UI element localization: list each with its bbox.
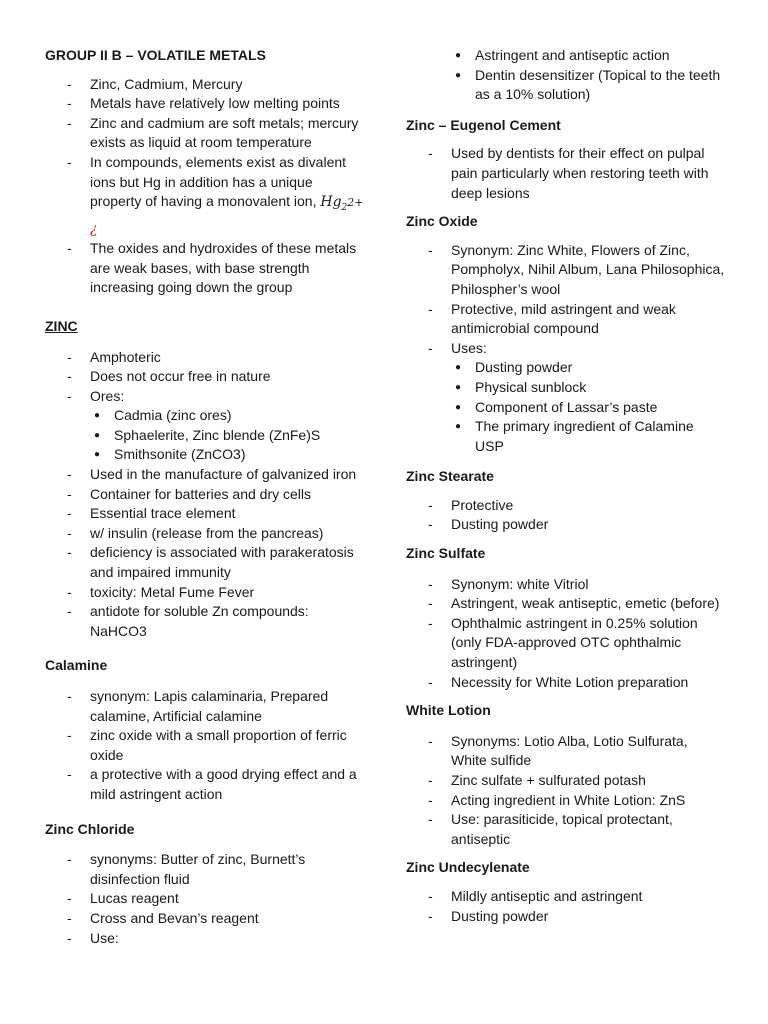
list-item: - Use: parasiticide, topical protectant, antiseptic [406, 810, 726, 849]
calamine-list [45, 687, 365, 805]
use-item: ● Astringent and antiseptic action [406, 46, 726, 66]
list-item: - Used by dentists for their effect on pulpal pain particularly when restoring teeth with deep lesions [406, 144, 726, 203]
list-item: - Zinc, Cadmium, Mercury [45, 75, 365, 95]
ion-mark: ¿ [90, 220, 98, 237]
list-item: - Use: [45, 929, 365, 949]
list-item: - Dusting powder [406, 907, 726, 927]
zinc-stearate-list [406, 496, 726, 535]
list-item: - Synonyms: Lotio Alba, Lotio Sulfurata, White sulfide [406, 732, 726, 771]
list-item: - Astringent, weak antiseptic, emetic (before) [406, 594, 726, 614]
zinc-sulfate-title: Zinc Sulfate [406, 545, 486, 562]
list-item: - Uses: [406, 339, 726, 359]
list-item: - Amphoteric [45, 348, 365, 368]
zinc-oxide-title: Zinc Oxide [406, 213, 478, 230]
list-item: - Dusting powder [406, 515, 726, 535]
ore-item: ● Smithsonite (ZnCO3) [45, 445, 365, 465]
list-item-text: In compounds, elements exist as divalent ions but Hg in addition has a unique property of having a monovalent ion, [90, 153, 347, 210]
zinc-chloride-title: Zinc Chloride [45, 820, 135, 837]
group-title: GROUP II B – VOLATILE METALS [45, 47, 266, 63]
list-item: - Container for batteries and dry cells [45, 485, 365, 505]
zinc-oxide-uses-list [406, 358, 726, 456]
calamine-title: Calamine [45, 657, 108, 674]
ores-list [45, 406, 365, 465]
white-lotion-list [406, 732, 726, 850]
list-item: - Ophthalmic astringent in 0.25% solution (only FDA-approved OTC ophthalmic astringent) [406, 614, 726, 673]
group-list [45, 75, 365, 298]
ore-item: ● Cadmia (zinc ores) [45, 406, 365, 426]
zinc-list [45, 348, 365, 407]
white-lotion-title: White Lotion [406, 702, 491, 719]
list-item [45, 153, 365, 239]
use-item: ● Dusting powder [406, 358, 726, 378]
list-item: - Synonym: white Vitriol [406, 575, 726, 595]
zinc-title: ZINC [45, 317, 78, 334]
list-item: - Ores: [45, 387, 365, 407]
ore-item: ● Sphaelerite, Zinc blende (ZnFe)S [45, 426, 365, 446]
ion-formula: $Hg_22+¿$ [90, 194, 364, 237]
list-item: - Acting ingredient in White Lotion: ZnS [406, 791, 726, 811]
list-item: - synonyms: Butter of zinc, Burnett’s disinfection fluid [45, 850, 365, 889]
right-column [406, 0, 726, 926]
list-item: - Metals have relatively low melting points [45, 94, 365, 114]
list-item: - The oxides and hydroxides of these metals are weak bases, with base strength increasing going down the group [45, 239, 365, 298]
list-item: - Protective [406, 496, 726, 516]
eugenol-title: Zinc – Eugenol Cement [406, 116, 561, 133]
list-item: - Protective, mild astringent and weak antimicrobial compound [406, 300, 726, 339]
left-column [45, 0, 365, 948]
zinc-undecylenate-list [406, 887, 726, 926]
use-item: ● Component of Lassar’s paste [406, 398, 726, 418]
list-item: - antidote for soluble Zn compounds: NaHCO3 [45, 602, 365, 641]
list-item: - Cross and Bevan’s reagent [45, 909, 365, 929]
use-item: ● Dentin desensitizer (Topical to the teeth as a 10% solution) [406, 66, 726, 105]
list-item: - zinc oxide with a small proportion of ferric oxide [45, 726, 365, 765]
zinc-oxide-list [406, 241, 726, 359]
zinc-list-continued [45, 465, 365, 641]
list-item: - Mildly antiseptic and astringent [406, 887, 726, 907]
list-item: - w/ insulin (release from the pancreas) [45, 524, 365, 544]
list-item: - Necessity for White Lotion preparation [406, 673, 726, 693]
use-item: ● Physical sunblock [406, 378, 726, 398]
zinc-sulfate-list [406, 575, 726, 693]
list-item: - Synonym: Zinc White, Flowers of Zinc, Pompholyx, Nihil Album, Lana Philosophica, Philospher’s wool [406, 241, 726, 300]
eugenol-list [406, 144, 726, 203]
chloride-uses-list [406, 46, 726, 105]
list-item: - a protective with a good drying effect and a mild astringent action [45, 765, 365, 804]
list-item: - synonym: Lapis calaminaria, Prepared calamine, Artificial calamine [45, 687, 365, 726]
list-item: - Used in the manufacture of galvanized iron [45, 465, 365, 485]
zinc-chloride-list [45, 850, 365, 948]
list-item: - Zinc and cadmium are soft metals; mercury exists as liquid at room temperature [45, 114, 365, 153]
list-item: - deficiency is associated with parakeratosis and impaired immunity [45, 543, 365, 582]
use-item: ● The primary ingredient of Calamine USP [406, 417, 726, 456]
zinc-undecylenate-title: Zinc Undecylenate [406, 859, 530, 876]
list-item: - Lucas reagent [45, 889, 365, 909]
list-item: - Essential trace element [45, 504, 365, 524]
list-item: - Zinc sulfate + sulfurated potash [406, 771, 726, 791]
zinc-stearate-title: Zinc Stearate [406, 468, 494, 485]
list-item: - Does not occur free in nature [45, 367, 365, 387]
list-item: - toxicity: Metal Fume Fever [45, 583, 365, 603]
